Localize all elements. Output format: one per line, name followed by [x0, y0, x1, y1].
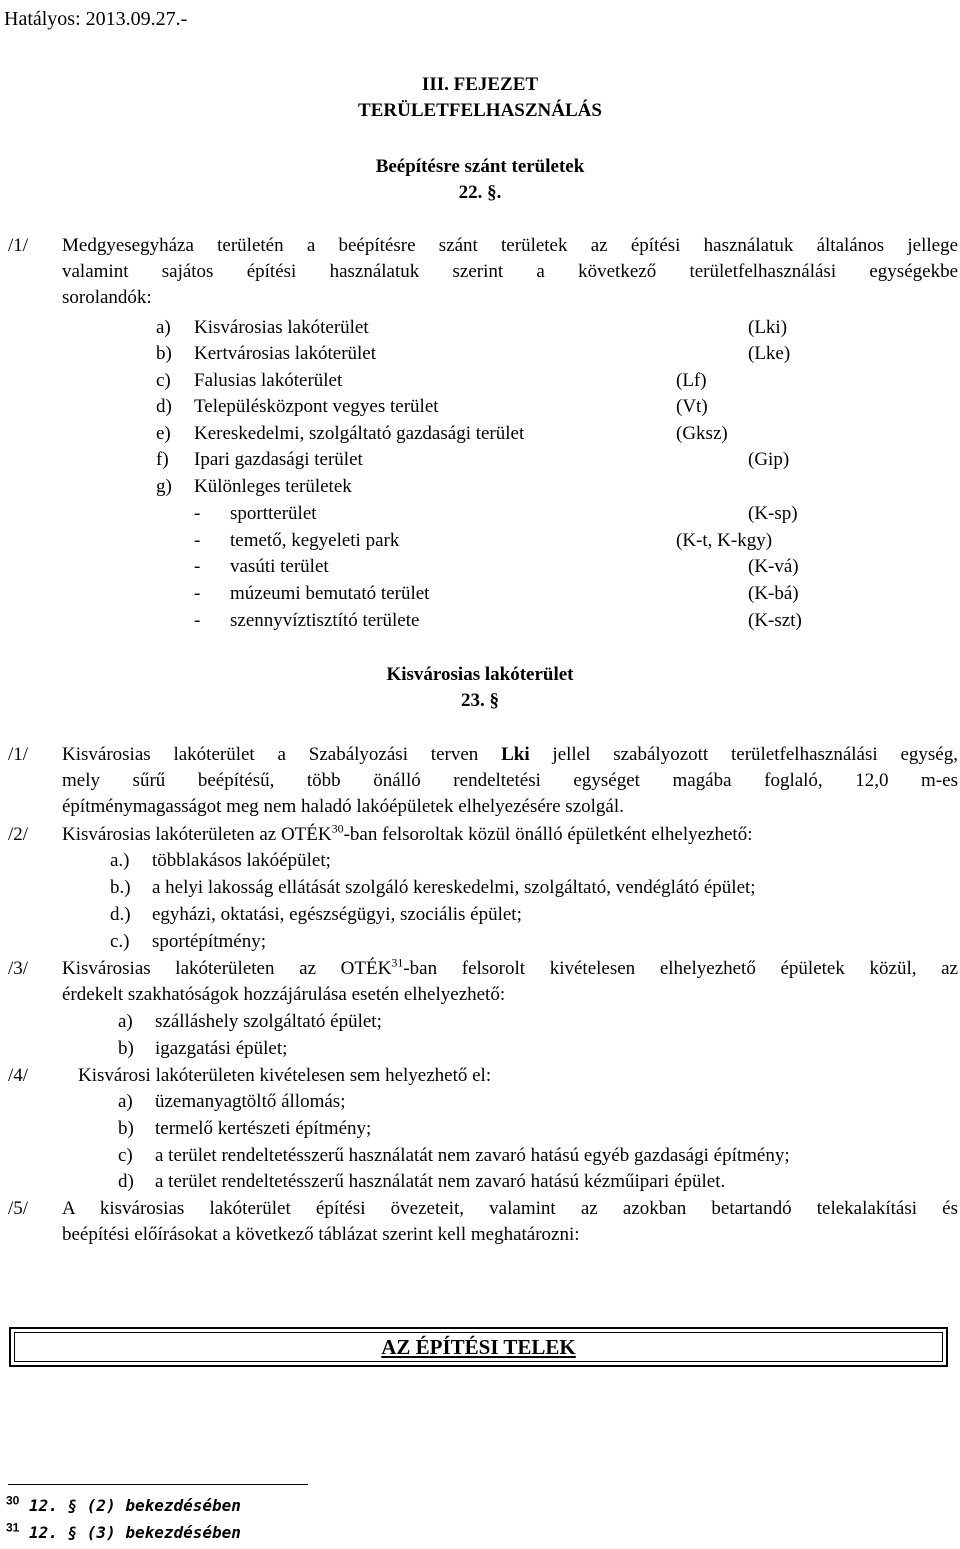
paragraph-line: Medgyesegyháza területén a beépítésre szánt területek az építési használatuk általános jellege — [62, 235, 958, 256]
paragraph-line: A kisvárosias lakóterület építési övezeteit, valamint az azokban betartandó telekalakítási és — [62, 1198, 958, 1219]
footnote — [6, 1520, 241, 1546]
paragraph-label: /5/ — [8, 1198, 29, 1219]
list-item-text: egyházi, oktatási, egészségügyi, szociális épület; — [152, 904, 522, 925]
list-item-name: Kereskedelmi, szolgáltató gazdasági terület — [194, 423, 525, 444]
list-item-text: a terület rendeltetésszerű használatát nem zavaró hatású kézműipari épület. — [155, 1171, 726, 1192]
list-letter: f) — [156, 449, 169, 470]
list-letter: d.) — [110, 904, 131, 925]
list-letter: c.) — [110, 931, 130, 952]
list-item-name: Kisvárosias lakóterület — [194, 317, 369, 338]
sublist-item-name: múzeumi bemutató terület — [230, 583, 430, 604]
list-letter: g) — [156, 476, 172, 497]
list-letter: a) — [118, 1011, 133, 1032]
footnote-ref: 30 — [331, 821, 344, 836]
sublist-item-code: (K-t, K-kgy) — [676, 530, 773, 551]
list-item-name: Különleges területek — [194, 476, 352, 497]
list-item-text: a terület rendeltetésszerű használatát nem zavaró hatású egyéb gazdasági építmény; — [155, 1145, 790, 1166]
list-letter: b) — [118, 1118, 134, 1139]
paragraph-label: /1/ — [8, 235, 29, 256]
sublist-dash: - — [194, 610, 201, 631]
paragraph-23-3 — [62, 956, 958, 1008]
zone-code: Lki — [501, 744, 530, 765]
footnote-number: 30 — [6, 1493, 20, 1508]
paragraph-text: -ban felsorolt kivételesen elhelyezhető épületek közül, az — [403, 958, 958, 979]
list-item-code: (Gip) — [748, 449, 790, 470]
paragraph-line: érdekelt szakhatóságok hozzájárulása esetén elhelyezhető: — [62, 984, 506, 1005]
sublist-dash: - — [194, 556, 201, 577]
sublist-dash: - — [194, 503, 201, 524]
paragraph-text: Kisvárosias lakóterületen az OTÉK — [62, 824, 332, 845]
sublist-item-name: szennyvíztisztító területe — [230, 610, 420, 631]
paragraph-line — [62, 956, 958, 982]
list-item-code: (Lke) — [748, 343, 791, 364]
footnote-ref: 31 — [391, 955, 404, 970]
footnote-text: 12. § (2) bekezdésében — [29, 1496, 241, 1515]
footnote — [6, 1493, 241, 1519]
paragraph-line — [62, 742, 958, 768]
list-letter: a) — [118, 1091, 133, 1112]
sublist-item-code: (K-sp) — [748, 503, 798, 524]
list-letter: b) — [118, 1038, 134, 1059]
paragraph-text: -ban felsoroltak közül önálló épületként elhelyezhető: — [343, 824, 753, 845]
paragraph-label: /1/ — [8, 744, 29, 765]
sublist-item-name: sportterület — [230, 503, 317, 524]
list-letter: a) — [156, 317, 171, 338]
list-item-code: (Lf) — [676, 370, 707, 391]
effective-date: Hatályos: 2013.09.27.- — [4, 8, 188, 30]
footnote-number: 31 — [6, 1520, 20, 1535]
sublist-dash: - — [194, 530, 201, 551]
table-header-title: AZ ÉPÍTÉSI TELEK — [381, 1335, 576, 1359]
list-item-text: termelő kertészeti építmény; — [155, 1118, 372, 1139]
chapter-number: III. FEJEZET — [421, 74, 539, 95]
list-letter: a.) — [110, 850, 130, 871]
paragraph-text: jellel szabályozott területfelhasználási egység, — [529, 744, 958, 765]
list-item-name: Kertvárosias lakóterület — [194, 343, 377, 364]
footnote-text: 12. § (3) bekezdésében — [29, 1523, 241, 1542]
section-title: Beépítésre szánt területek — [375, 156, 585, 177]
list-item-text: sportépítmény; — [152, 931, 266, 952]
paragraph-line: sorolandók: — [62, 287, 152, 308]
paragraph-23-4: Kisvárosi lakóterületen kivételesen sem helyezhető el: — [78, 1065, 492, 1086]
sublist-item-name: temető, kegyeleti park — [230, 530, 400, 551]
list-item-name: Ipari gazdasági terület — [194, 449, 363, 470]
list-item-name: Településközpont vegyes terület — [194, 396, 439, 417]
paragraph-23-2 — [62, 822, 753, 848]
list-item-text: többlakásos lakóépület; — [152, 850, 331, 871]
sublist-item-code: (K-vá) — [748, 556, 799, 577]
section-number: 22. §. — [458, 182, 502, 203]
footnote-separator — [8, 1484, 308, 1485]
list-item-code: (Gksz) — [676, 423, 728, 444]
paragraph-line: építménymagasságot meg nem haladó lakóépületek elhelyezésére szolgál. — [62, 796, 624, 817]
chapter-title: TERÜLETFELHASZNÁLÁS — [358, 100, 602, 121]
paragraph-line: beépítési előírásokat a következő táblázat szerint kell meghatározni: — [62, 1224, 580, 1245]
list-item-text: üzemanyagtöltő állomás; — [155, 1091, 346, 1112]
sublist-item-code: (K-szt) — [748, 610, 802, 631]
sublist-item-name: vasúti terület — [230, 556, 329, 577]
section-title: Kisvárosias lakóterület — [386, 664, 574, 685]
paragraph-label: /4/ — [8, 1065, 29, 1086]
paragraph-23-5 — [62, 1196, 958, 1248]
paragraph-text: Kisvárosias lakóterületen az OTÉK — [62, 958, 392, 979]
list-item-text: szálláshely szolgáltató épület; — [155, 1011, 382, 1032]
list-item-text: igazgatási épület; — [155, 1038, 288, 1059]
list-letter: d) — [118, 1171, 134, 1192]
list-letter: c) — [118, 1145, 133, 1166]
list-item-name: Falusias lakóterület — [194, 370, 343, 391]
list-letter: b.) — [110, 877, 131, 898]
sublist-item-code: (K-bá) — [748, 583, 799, 604]
paragraph-label: /3/ — [8, 958, 29, 979]
list-item-code: (Lki) — [748, 317, 788, 338]
list-letter: d) — [156, 396, 172, 417]
list-letter: e) — [156, 423, 171, 444]
list-item-text: a helyi lakosság ellátását szolgáló kereskedelmi, szolgáltató, vendéglátó épület; — [152, 877, 756, 898]
section-number: 23. § — [461, 690, 499, 711]
paragraph-22-1 — [62, 233, 958, 311]
paragraph-line: mely sűrű beépítésű, több önálló rendeltetési egységet magába foglaló, 12,0 m-es — [62, 770, 958, 791]
paragraph-text: Kisvárosias lakóterület a Szabályozási terven — [62, 744, 502, 765]
paragraph-label: /2/ — [8, 824, 29, 845]
list-item-code: (Vt) — [676, 396, 708, 417]
list-letter: b) — [156, 343, 172, 364]
sublist-dash: - — [194, 583, 201, 604]
paragraph-line: valamint sajátos építési használatuk szerint a következő területfelhasználási egységekbe — [62, 261, 958, 282]
paragraph-23-1 — [62, 742, 958, 820]
table-header-box — [9, 1327, 948, 1367]
list-letter: c) — [156, 370, 171, 391]
